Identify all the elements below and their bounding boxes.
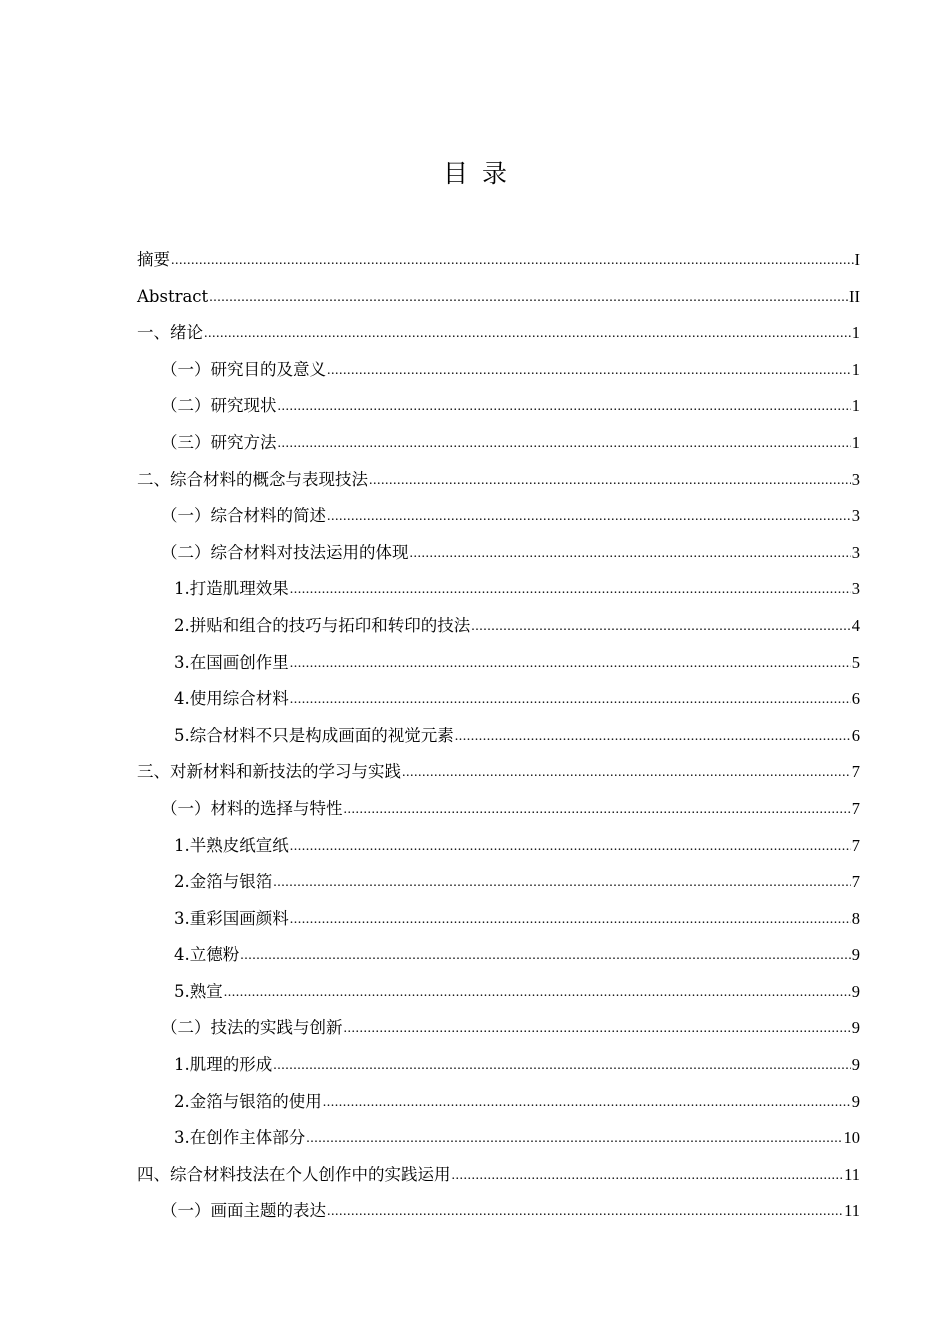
toc-entry-label: 1.打造肌理效果 bbox=[174, 579, 289, 599]
toc-entry-page: 7 bbox=[851, 835, 860, 855]
toc-leader-dots bbox=[327, 352, 851, 389]
toc-entry-page: 1 bbox=[851, 396, 860, 416]
toc-entry-label: （一）研究目的及意义 bbox=[161, 359, 326, 379]
toc-entry-label: （一）综合材料的简述 bbox=[161, 506, 326, 526]
toc-entry-label: （三）研究方法 bbox=[161, 432, 277, 452]
toc-entry[interactable] bbox=[137, 315, 860, 352]
toc-entry-page: 9 bbox=[851, 1018, 860, 1038]
toc-entry[interactable] bbox=[137, 1157, 860, 1194]
toc-entry-label: 3.在国画创作里 bbox=[174, 652, 289, 672]
table-of-contents bbox=[137, 242, 860, 1230]
toc-entry-page: 7 bbox=[851, 798, 860, 818]
toc-entry-page: 3 bbox=[851, 469, 860, 489]
toc-leader-dots bbox=[240, 937, 851, 974]
toc-entry-page: 9 bbox=[851, 981, 860, 1001]
toc-entry[interactable] bbox=[137, 1010, 860, 1047]
toc-entry-label: 2.金箔与银箔 bbox=[174, 872, 273, 892]
toc-leader-dots bbox=[344, 791, 851, 828]
toc-leader-dots bbox=[290, 681, 851, 718]
toc-leader-dots bbox=[452, 1157, 844, 1194]
toc-entry-label: 3.重彩国画颜料 bbox=[174, 908, 289, 928]
toc-entry[interactable] bbox=[137, 937, 860, 974]
toc-entry[interactable] bbox=[137, 901, 860, 938]
toc-leader-dots bbox=[471, 608, 851, 645]
toc-entry-label: （二）研究现状 bbox=[161, 396, 277, 416]
toc-entry-label: 摘要 bbox=[137, 250, 170, 269]
toc-entry-label: 四、综合材料技法在个人创作中的实践运用 bbox=[137, 1164, 451, 1184]
toc-leader-dots bbox=[290, 901, 851, 938]
toc-entry-label: （一）画面主题的表达 bbox=[161, 1201, 326, 1221]
toc-leader-dots bbox=[410, 535, 851, 572]
toc-entry[interactable] bbox=[137, 828, 860, 865]
toc-entry[interactable] bbox=[137, 864, 860, 901]
toc-leader-dots bbox=[278, 388, 851, 425]
toc-leader-dots bbox=[327, 1193, 843, 1230]
toc-entry-page: 1 bbox=[851, 323, 860, 343]
toc-entry-label: 二、综合材料的概念与表现技法 bbox=[137, 469, 368, 489]
toc-entry[interactable] bbox=[137, 279, 860, 316]
toc-entry-page: 9 bbox=[851, 1055, 860, 1075]
toc-leader-dots bbox=[402, 754, 851, 791]
toc-entry[interactable] bbox=[137, 1084, 860, 1121]
toc-entry-page: 6 bbox=[851, 725, 860, 745]
toc-entry-page: I bbox=[854, 250, 860, 269]
toc-entry-page: II bbox=[849, 286, 860, 306]
toc-leader-dots bbox=[278, 425, 851, 462]
toc-entry-page: 3 bbox=[851, 579, 860, 599]
toc-entry-page: 7 bbox=[851, 762, 860, 782]
toc-leader-dots bbox=[344, 1010, 851, 1047]
toc-entry-page: 3 bbox=[851, 542, 860, 562]
toc-entry-page: 7 bbox=[851, 872, 860, 892]
toc-entry[interactable] bbox=[137, 1193, 860, 1230]
toc-entry-label: （一）材料的选择与特性 bbox=[161, 798, 343, 818]
toc-entry-page: 5 bbox=[851, 652, 860, 672]
toc-entry[interactable] bbox=[137, 645, 860, 682]
toc-leader-dots bbox=[171, 242, 854, 279]
toc-entry[interactable] bbox=[137, 608, 860, 645]
toc-entry[interactable] bbox=[137, 1120, 860, 1157]
toc-leader-dots bbox=[306, 1120, 842, 1157]
toc-entry-page: 9 bbox=[851, 945, 860, 965]
toc-entry-page: 4 bbox=[851, 615, 860, 635]
toc-entry[interactable] bbox=[137, 388, 860, 425]
toc-entry-label: Abstract bbox=[137, 286, 209, 306]
toc-leader-dots bbox=[369, 462, 851, 499]
toc-leader-dots bbox=[290, 571, 851, 608]
toc-entry[interactable] bbox=[137, 352, 860, 389]
toc-entry[interactable] bbox=[137, 425, 860, 462]
toc-leader-dots bbox=[323, 1084, 851, 1121]
toc-entry-page: 10 bbox=[843, 1128, 860, 1148]
toc-entry[interactable] bbox=[137, 535, 860, 572]
toc-entry-page: 11 bbox=[844, 1201, 860, 1221]
toc-entry-label: 三、对新材料和新技法的学习与实践 bbox=[137, 762, 401, 782]
toc-entry-label: 1.半熟皮纸宣纸 bbox=[174, 835, 289, 855]
toc-entry[interactable] bbox=[137, 462, 860, 499]
toc-entry[interactable] bbox=[137, 498, 860, 535]
toc-entry[interactable] bbox=[137, 571, 860, 608]
toc-entry-label: 2.金箔与银箔的使用 bbox=[174, 1091, 322, 1111]
toc-entry-page: 3 bbox=[851, 506, 860, 526]
toc-entry-page: 1 bbox=[851, 359, 860, 379]
toc-entry[interactable] bbox=[137, 791, 860, 828]
toc-entry-page: 11 bbox=[844, 1164, 860, 1184]
toc-leader-dots bbox=[290, 645, 851, 682]
toc-entry-label: （二）综合材料对技法运用的体现 bbox=[161, 542, 409, 562]
toc-leader-dots bbox=[224, 974, 851, 1011]
toc-entry[interactable] bbox=[137, 242, 860, 279]
toc-entry[interactable] bbox=[137, 718, 860, 755]
toc-entry[interactable] bbox=[137, 754, 860, 791]
toc-leader-dots bbox=[273, 1047, 851, 1084]
toc-entry-page: 9 bbox=[851, 1091, 860, 1111]
toc-entry[interactable] bbox=[137, 974, 860, 1011]
toc-entry-label: （二）技法的实践与创新 bbox=[161, 1018, 343, 1038]
toc-entry-label: 一、绪论 bbox=[137, 323, 203, 343]
toc-entry[interactable] bbox=[137, 1047, 860, 1084]
toc-entry-label: 4.立德粉 bbox=[174, 945, 240, 965]
toc-entry-page: 8 bbox=[851, 908, 860, 928]
toc-leader-dots bbox=[273, 864, 851, 901]
toc-entry-label: 1.肌理的形成 bbox=[174, 1055, 273, 1075]
toc-entry[interactable] bbox=[137, 681, 860, 718]
toc-entry-label: 5.熟宣 bbox=[174, 981, 223, 1001]
toc-leader-dots bbox=[290, 828, 851, 865]
page-title: 目录 bbox=[442, 159, 521, 188]
toc-leader-dots bbox=[327, 498, 851, 535]
toc-entry-label: 5.综合材料不只是构成画面的视觉元素 bbox=[174, 725, 454, 745]
toc-leader-dots bbox=[204, 315, 851, 352]
toc-leader-dots bbox=[209, 279, 848, 316]
toc-leader-dots bbox=[455, 718, 851, 755]
toc-entry-label: 4.使用综合材料 bbox=[174, 689, 289, 709]
toc-entry-page: 6 bbox=[851, 689, 860, 709]
toc-entry-label: 2.拼贴和组合的技巧与拓印和转印的技法 bbox=[174, 615, 471, 635]
toc-entry-label: 3.在创作主体部分 bbox=[174, 1128, 306, 1148]
toc-entry-page: 1 bbox=[851, 432, 860, 452]
